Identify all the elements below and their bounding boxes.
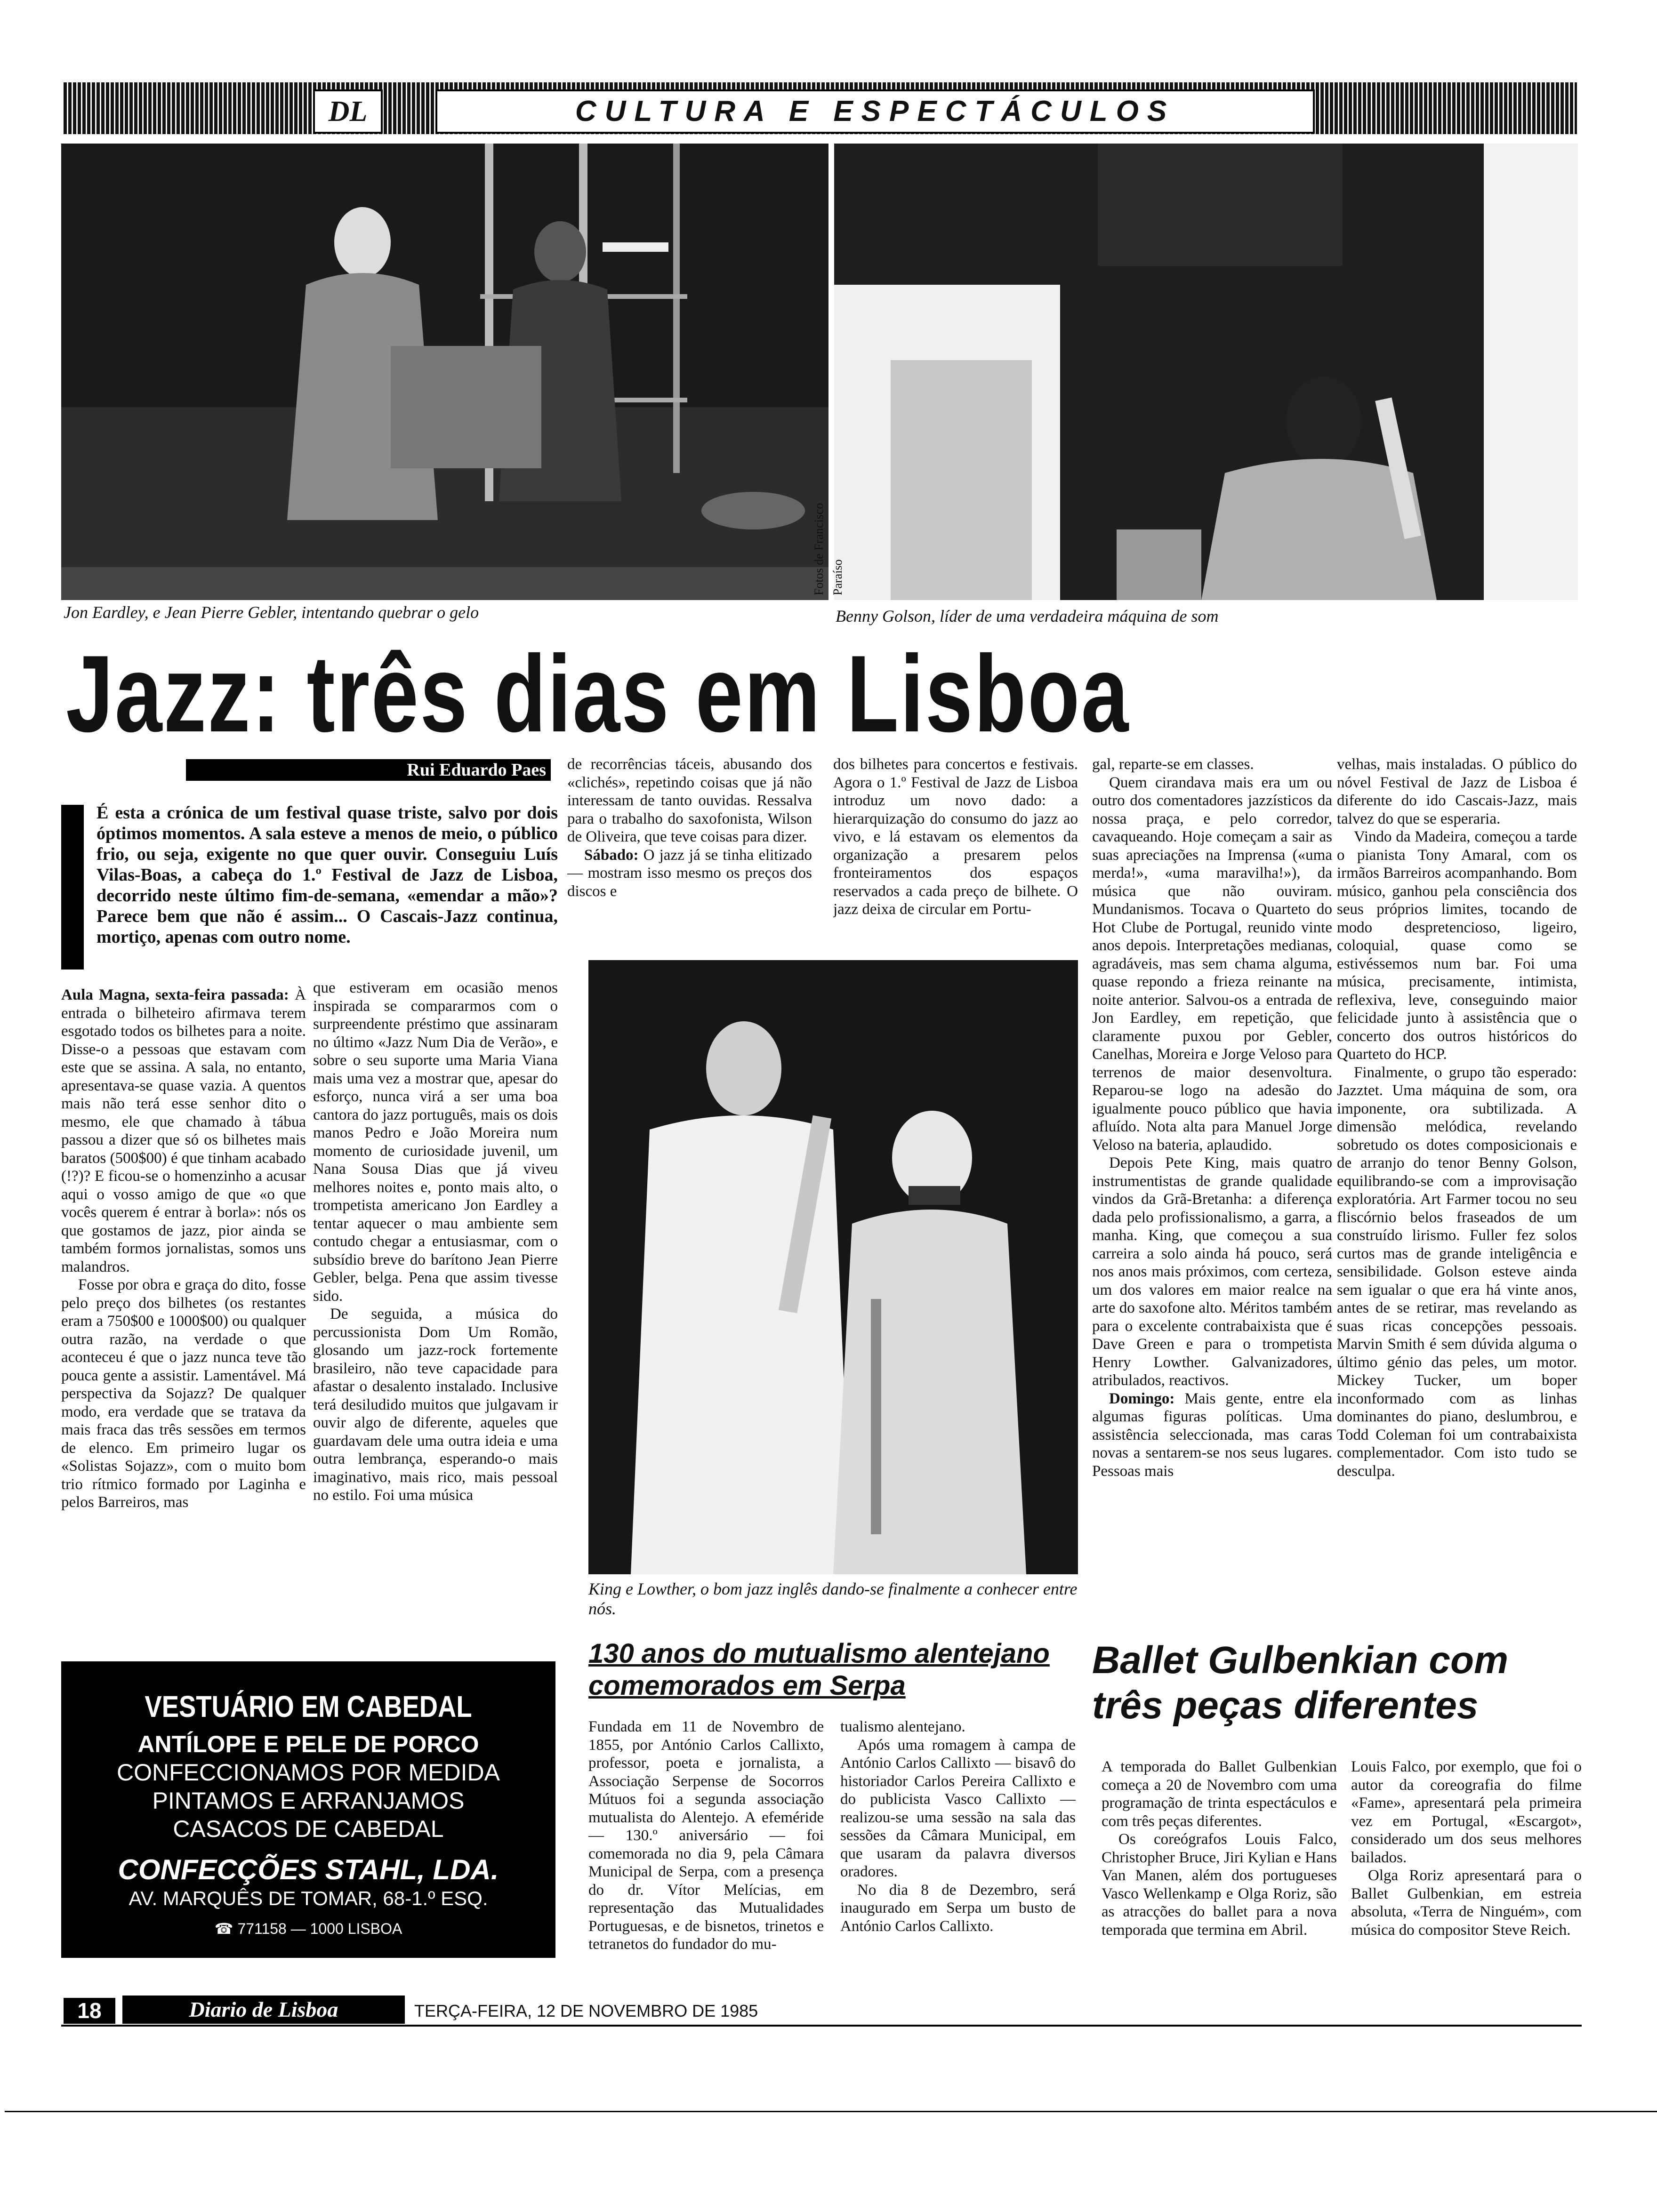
advertisement (61, 1661, 555, 1958)
ballet-text-3: Louis Falco, por exemplo, que foi o autor da coreografia do filme «Fame», apresentará pela primeira vez em Portugal, «Escargot», considerado um dos seus melhores bailados. (1351, 1758, 1582, 1866)
ad-line-7: AV. MARQUÊS DE TOMAR, 68-1.º ESQ. (129, 1887, 488, 1909)
ad-line-3: CONFECCIONAMOS POR MEDIDA (117, 1759, 500, 1786)
col6-para-3: Finalmente, o grupo tão esperado: Jazztet. Uma máquina de som, ora imponente, ora subtilizada. A dimensão melódica, revelando sobretudo os dotes composicionais e de arranjo do tenor Benny Golson, equilibrando-se com a improvisação exploratória. Art Farmer tocou no seu fliscórnio belos fraseados de um construído lirismo. Fuller fez solos curtos mas de grande inteligência e sensibilidade. Golson esteve ainda sem igualar o que era há vinte anos, antes de se retirar, mas revelando as suas ricas concepções pessoais. Marvin Smith é sem dúvida alguma o último génio das peles, um motor. Mickey Tucker, um boper inconformado com as linhas dominantes do piano, deslumbrou, e Todd Coleman foi um contrabaixista complementador. Com isto tudo se desculpa. (1337, 1064, 1577, 1480)
article-col-4 (833, 755, 1078, 955)
col5-para-4: Mais gente, entre ela algumas figuras políticas. Uma assistência seleccionada, mas caras novas a sentarem-se nos seus lugares. Pessoas mais (1092, 1390, 1332, 1480)
ad-line-8: 771158 — 1000 LISBOA (237, 1920, 402, 1937)
col1-label: Aula Magna, sexta-feira passada: (61, 986, 289, 1003)
paper-logo: DL (313, 89, 383, 134)
article-col-1 (61, 986, 306, 1645)
photo-king-lowther (588, 960, 1078, 1574)
ad-phone-row (61, 1919, 555, 1938)
footer-rule (61, 2025, 1582, 2027)
serpa-text-1: Fundada em 11 de Novembro de 1855, por António Carlos Callixto, professor, poeta e jornalista, a Associação Serpense de Socorros Mútuos foi a segunda associação mutualista do Alentejo. A efeméride — 130.º aniversário — foi comemorada no dia 9, pela Câmara Municipal de Serpa, com a presença do dr. Vítor Melícias, em representação das Mutualidades Portuguesas, e de bisnetos, trinetos e tetranetos do fundador do mu- (588, 1718, 824, 1953)
serpa-text-4: No dia 8 de Dezembro, será inaugurado em Serpa um busto de António Carlos Callixto. (840, 1881, 1076, 1935)
ballet-col-1 (1102, 1758, 1337, 1993)
col6-para-2: Vindo da Madeira, começou a tarde o pianista Tony Amaral, com os irmãos Barreiros acompanhando. Bom músico, ganhou pela consciência dos seus próprios limites, tocando de modo despretencioso, ligeiro, coloquial, quase como se estivéssemos num bar. Foi uma música, precisamente, intimista, reflexiva, leve, conseguindo maior felicidade junto à assistência que o concerto dos outros históricos do Quarteto do HCP. (1337, 828, 1577, 1063)
phone-icon: ☎ (214, 1920, 238, 1937)
ballet-text-2: Os coreógrafos Louis Falco, Christopher Bruce, Jiri Kylian e Hans Van Manen, além dos portugueses Vasco Wellenkamp e Olga Roriz, são as atracções do ballet para a nova temporada que termina em Abril. (1102, 1831, 1337, 1939)
ballet-text-1: A temporada do Ballet Gulbenkian começa a 20 de Novembro com uma programação de trinta espectáculos e com três peças diferentes. (1102, 1758, 1337, 1830)
photo-benny-golson (834, 144, 1578, 600)
ad-line-4: PINTAMOS E ARRANJAMOS (152, 1787, 465, 1814)
serpa-text-3: Após uma romagem à campa de António Carlos Callixto — bisavô do historiador Carlos Pereira Callixto e do publicista Vasco Callixto — realizou-se uma sessão na sala das sessões da Câmara Municipal, em que usaram da palavra diversos oradores. (840, 1736, 1076, 1880)
byline: Rui Eduardo Paes (407, 760, 546, 780)
article-col-2 (313, 979, 558, 1643)
serpa-col-1 (588, 1718, 824, 1981)
lead-text: É esta a crónica de um festival quase triste, salvo por dois óptimos momentos. A sala esteve a menos de meio, o público frio, ou seja, exigente no que quer ouvir. Conseguiu Luís Vilas-Boas, a cabeça do 1.º Festival de Jazz de Lisboa, decorrido neste último fim-de-semana, «emendar a mão»? Parece bem que não é assim... O Cascais-Jazz continua, mortiço, apenas com outro nome. (97, 803, 558, 947)
ad-line-5: CASACOS DE CABEDAL (173, 1816, 444, 1842)
article-col-5 (1092, 755, 1332, 1621)
ballet-col-2 (1351, 1758, 1582, 1993)
col6-para-1: velhas, mais instaladas. O público do nóvel Festival de Jazz de Lisboa é diferente do ido Cascais-Jazz, mais talvez do que se esperaria. (1337, 756, 1577, 827)
col2-para-1: que estiveram em ocasião menos inspirada se compararmos com o surpreendente préstimo que assinaram no último «Jazz Num Dia de Verão», e sobre o seu suporte uma Maria Viana mais uma vez a mostrar que, apesar do esforço, nunca virá a ser uma boa cantora do jazz português, mais os dois manos Pedro e João Moreira num momento de curiosidade juvenil, um Nana Sousa Dias que já viveu melhores noites e, ponto mais alto, o trompetista americano Jon Eardley a tentar aquecer o mau ambiente sem contudo chegar a entusiasmar, com o subsídio breve do barítono Jean Pierre Gebler, belga. Pena que assim tivesse sido. (313, 979, 558, 1305)
col3-text: de recorrências táceis, abusando dos «clichés», repetindo coisas que já não interessam de tanto ouvidas. Ressalva para o trabalho do saxofonista, Wilson de Oliveira, que teve coisas para dizer. (567, 756, 812, 845)
col5-para-2: Quem cirandava mais era um ou outro dos comentadores jazzísticos da nossa praça, e pelo corredor, cavaqueando. Hoje começam a sair as suas apreciações na Imprensa («uma merda!», «uma maravilha!»), da música que não ouviram. Mundanismos. Tocava o Quarteto do Hot Clube de Portugal, reunido vinte anos depois. Interpretações medianas, agradáveis, mas sem chama alguma, quase repondo a frieza reinante na noite anterior. Salvou-os a entrada de Jon Eardley, em repetição, que claramente puxou por Gebler, Canelhas, Moreira e Jorge Veloso para terrenos de maior desenvoltura. Reparou-se logo na adesão do igualmente pouco público que havia afluído. Nota alta para Manuel Jorge Veloso na bateria, aplaudido. (1092, 774, 1332, 1154)
article-lead (97, 802, 558, 981)
article-col-3 (567, 755, 812, 955)
lead-bar (61, 805, 84, 970)
col3-label: Sábado: (584, 846, 639, 864)
bottom-rule (5, 2111, 1657, 2112)
col5-para-3: Depois Pete King, mais quatro instrumentistas de grande qualidade vindos da Grã-Bretanha: a diferença dada pelo profissionalismo, a garra, a manha. King, que começou a sua carreira a solo ainda há pouco, será nos anos mais próximos, com certeza, um dos valores em maior realce na arte do saxofone alto. Méritos também para o excelente contrabaixista que é Dave Green e para o trompetista Henry Lowther. Galvanizadores, atribulados, reactivos. (1092, 1154, 1332, 1389)
headline: Jazz: três dias em Lisboa (66, 633, 1130, 755)
ballet-text-4: Olga Roriz apresentará para o Ballet Gulbenkian, em estreia absoluta, «Terra de Ninguém», com música do compositor Steve Reich. (1351, 1867, 1582, 1939)
serpa-col-2 (840, 1718, 1076, 1981)
section-title: CULTURA E ESPECTÁCULOS (435, 89, 1315, 134)
article-col-6 (1337, 755, 1577, 1626)
ad-line-6: CONFECÇÕES STAHL, LDA. (118, 1854, 499, 1885)
col2-para-2: De seguida, a música do percussionista Dom Um Romão, glosando um jazz-rock fortemente brasileiro, não teve capacidade para afastar o desalento instalado. Inclusive terá desiludido muitos que julgavam ir ouvir algo de diferente, aqueles que guardavam dele uma outra ideia e uma outra lembrança, esperando-o mais imaginativo, mais rico, mais pessoal no estilo. Foi uma música (313, 1306, 558, 1504)
page-number: 18 (64, 1998, 115, 2024)
serpa-headline: 130 anos do mutualismo alentejano comemorados em Serpa (588, 1638, 1050, 1701)
footer-date: TERÇA-FEIRA, 12 DE NOVEMBRO DE 1985 (414, 2001, 758, 2020)
col4-text: dos bilhetes para concertos e festivais. Agora o 1.º Festival de Jazz de Lisboa introduz um novo dado: a hierarquização do consumo do jazz ao vivo, e lá estavam os elementos da organização a presarem pelos fronteiramentos dos espaços reservados a cada preço de bilhete. O jazz deixa de circular em Portu- (833, 756, 1078, 918)
ballet-headline: Ballet Gulbenkian com três peças diferentes (1092, 1639, 1508, 1727)
serpa-text-2: tualismo alentejano. (840, 1718, 965, 1735)
ad-line-1: VESTUÁRIO EM CABEDAL (145, 1690, 472, 1723)
photo-credit: Fotos de Francisco Paraíso (812, 503, 845, 595)
ad-line-2: ANTÍLOPE E PELE DE PORCO (137, 1731, 479, 1757)
col5-para-1: gal, reparte-se em classes. (1092, 756, 1254, 773)
col5-label: Domingo: (1109, 1390, 1175, 1407)
caption-left-photo: Jon Eardley, e Jean Pierre Gebler, intentando quebrar o gelo (64, 603, 479, 622)
paper-name: Diario de Lisboa (122, 1996, 405, 2024)
col3-text-2: O jazz já se tinha elitizado — mostram isso mesmo os preços dos discos e (567, 846, 812, 900)
col1-para-2: Fosse por obra e graça do dito, fosse pelo preço dos bilhetes (os restantes eram a 750$00 e 1000$00) ou qualquer outra razão, na verdade o que aconteceu é que o jazz nunca teve tão pouca gente a assistir. Lamentável. Má perspectiva da Sojazz? De qualquer modo, era verdade que se tratava da mais fraca das três sessões em termos de elenco. Em primeiro lugar os «Solistas Sojazz», com o muito bom trio rítmico formado por Laginha e pelos Barreiros, mas (61, 1276, 306, 1511)
photo-scene-right (834, 144, 1578, 600)
photo-scene-middle (588, 960, 1078, 1574)
caption-right-photo: Benny Golson, líder de uma verdadeira máquina de som (836, 607, 1219, 625)
col1-para-1: À entrada o bilheteiro afirmava terem esgotado todos os bilhetes para a noite. Disse-o a pessoas que estavam com este que se assina. A sala, no entanto, apresentava-se quase vazia. A quentos mais não terá esse senhor dito o mesmo, ele que chamado à tábua passou a dizer que só os bilhetes mais baratos (500$00) é que tinham acabado (!?)? E ficou-se o homenzinho a acusar aqui o vosso amigo de que «o que vocês querem é entrar à borla»: nós os que gostamos de jazz, pior ainda se também formos jornalistas, somos uns malandros. (61, 986, 306, 1275)
caption-middle-photo: King e Lowther, o bom jazz inglês dando-se finalmente a conhecer entre nós. (588, 1579, 1078, 1618)
